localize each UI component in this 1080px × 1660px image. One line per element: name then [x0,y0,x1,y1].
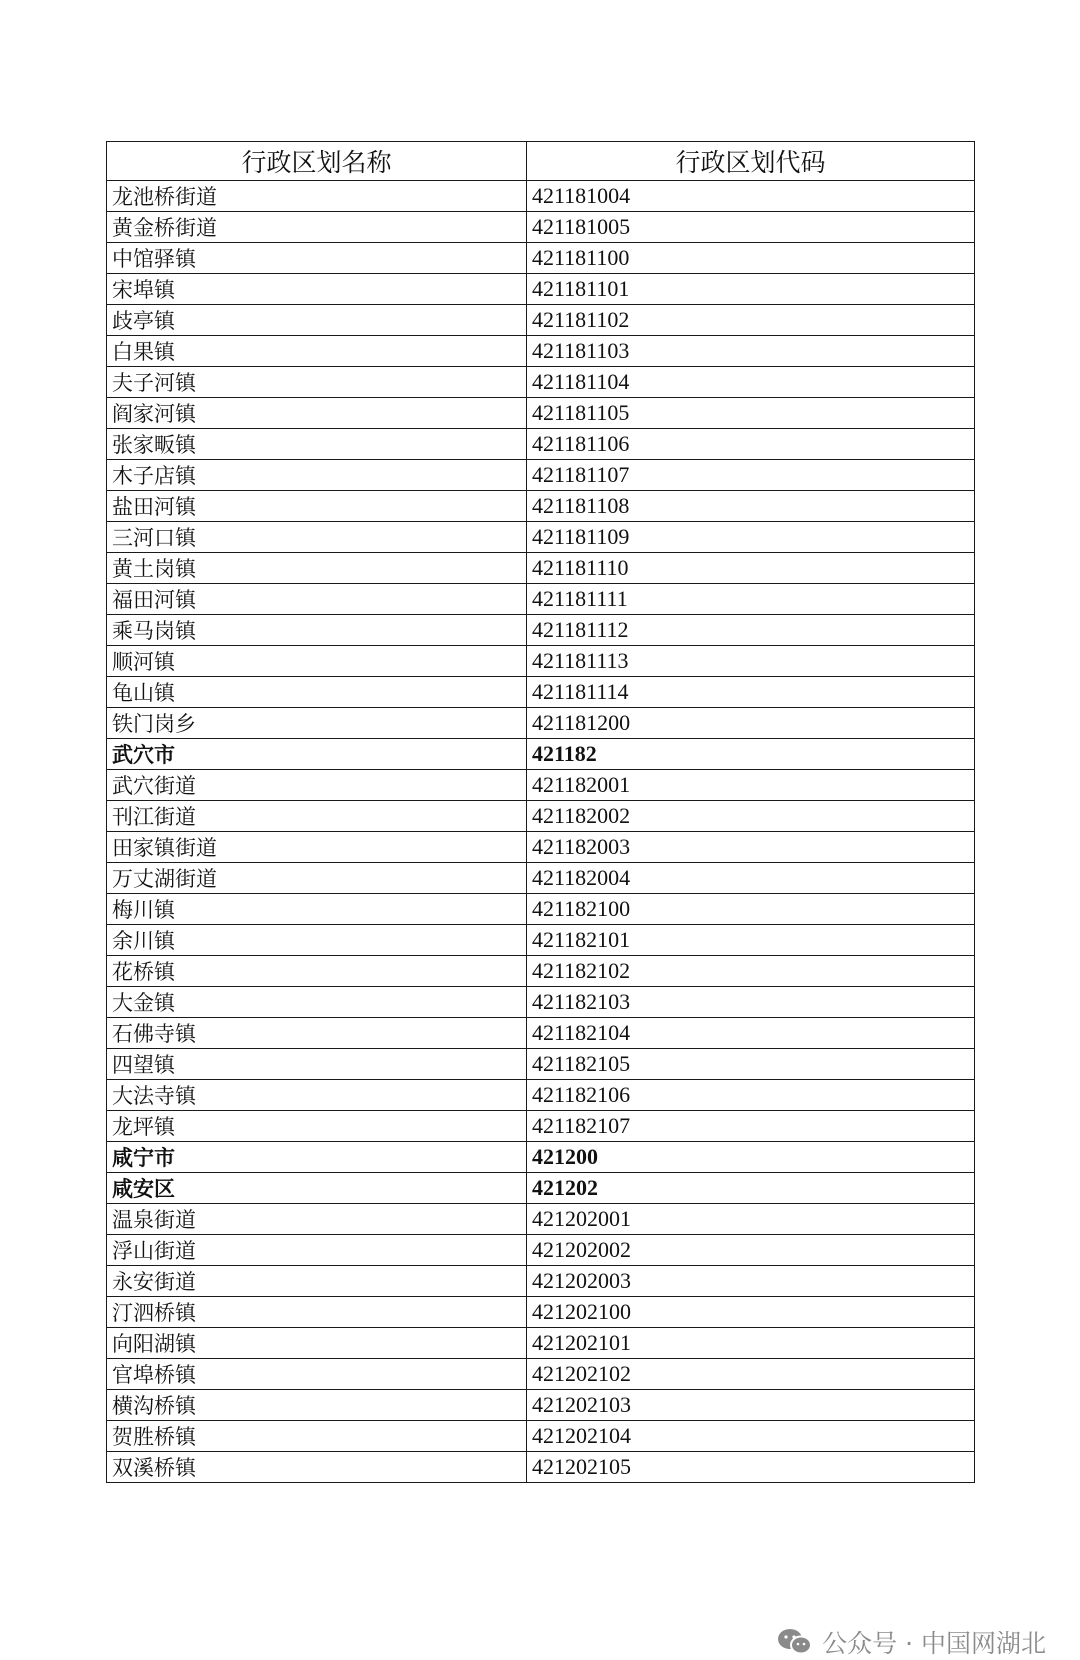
table-row [107,1080,975,1111]
header-division-code: 行政区划代码 [527,142,975,181]
division-name-cell: 宋埠镇 [107,274,527,305]
division-name-cell: 白果镇 [107,336,527,367]
table-row [107,1266,975,1297]
division-code-cell: 421202003 [527,1266,975,1297]
table-row [107,739,975,770]
division-name-cell: 花桥镇 [107,956,527,987]
division-code-cell: 421202100 [527,1297,975,1328]
division-name-cell: 龙坪镇 [107,1111,527,1142]
table-row [107,429,975,460]
division-name-cell: 温泉街道 [107,1204,527,1235]
table-row [107,1049,975,1080]
division-name-cell: 黄土岗镇 [107,553,527,584]
division-name-cell: 龙池桥街道 [107,181,527,212]
table-row [107,522,975,553]
division-code-cell: 421181004 [527,181,975,212]
division-code-cell: 421182102 [527,956,975,987]
table-row [107,832,975,863]
division-name-cell: 盐田河镇 [107,491,527,522]
division-code-cell: 421181111 [527,584,975,615]
division-code-cell: 421202105 [527,1452,975,1483]
division-name-cell: 木子店镇 [107,460,527,491]
division-code-cell: 421181108 [527,491,975,522]
division-code-cell: 421202001 [527,1204,975,1235]
division-code-cell: 421182107 [527,1111,975,1142]
division-code-cell: 421182105 [527,1049,975,1080]
division-code-cell: 421202102 [527,1359,975,1390]
table-row [107,894,975,925]
division-name-cell: 贺胜桥镇 [107,1421,527,1452]
division-code-cell: 421182104 [527,1018,975,1049]
table-body [107,181,975,1483]
wechat-icon [776,1627,814,1657]
division-code-cell: 421182101 [527,925,975,956]
division-name-cell: 歧亭镇 [107,305,527,336]
table-row [107,1421,975,1452]
table-row [107,956,975,987]
table-row [107,1235,975,1266]
division-name-cell: 刊江街道 [107,801,527,832]
division-code-cell: 421202002 [527,1235,975,1266]
division-name-cell: 浮山街道 [107,1235,527,1266]
table-row [107,243,975,274]
division-name-cell: 张家畈镇 [107,429,527,460]
admin-division-table-container [106,141,974,1483]
division-code-cell: 421181110 [527,553,975,584]
table-row [107,615,975,646]
table-row [107,1204,975,1235]
division-code-cell: 421182100 [527,894,975,925]
division-code-cell: 421202104 [527,1421,975,1452]
division-code-cell: 421181105 [527,398,975,429]
admin-division-table [106,141,975,1483]
division-code-cell: 421182103 [527,987,975,1018]
table-row [107,584,975,615]
division-code-cell: 421202 [527,1173,975,1204]
division-name-cell: 梅川镇 [107,894,527,925]
table-row [107,212,975,243]
division-name-cell: 石佛寺镇 [107,1018,527,1049]
table-row [107,925,975,956]
table-row [107,336,975,367]
table-row [107,1390,975,1421]
table-row [107,274,975,305]
table-row [107,1173,975,1204]
division-name-cell: 福田河镇 [107,584,527,615]
table-row [107,1297,975,1328]
division-name-cell: 向阳湖镇 [107,1328,527,1359]
division-code-cell: 421181103 [527,336,975,367]
table-row [107,1142,975,1173]
division-code-cell: 421182002 [527,801,975,832]
table-row [107,1018,975,1049]
division-name-cell: 永安街道 [107,1266,527,1297]
division-name-cell: 汀泗桥镇 [107,1297,527,1328]
division-name-cell: 大金镇 [107,987,527,1018]
division-name-cell: 四望镇 [107,1049,527,1080]
division-name-cell: 双溪桥镇 [107,1452,527,1483]
table-header-row [107,142,975,181]
division-code-cell: 421181114 [527,677,975,708]
table-row [107,1452,975,1483]
table-row [107,491,975,522]
division-name-cell: 三河口镇 [107,522,527,553]
division-name-cell: 黄金桥街道 [107,212,527,243]
table-row [107,646,975,677]
division-name-cell: 顺河镇 [107,646,527,677]
division-code-cell: 421182001 [527,770,975,801]
division-name-cell: 夫子河镇 [107,367,527,398]
division-code-cell: 421181005 [527,212,975,243]
division-code-cell: 421181112 [527,615,975,646]
table-row [107,987,975,1018]
division-code-cell: 421182003 [527,832,975,863]
division-name-cell: 咸宁市 [107,1142,527,1173]
table-row [107,553,975,584]
table-row [107,708,975,739]
division-code-cell: 421202103 [527,1390,975,1421]
division-name-cell: 横沟桥镇 [107,1390,527,1421]
division-name-cell: 余川镇 [107,925,527,956]
watermark-text: 公众号 · 中国网湖北 [822,1629,1046,1658]
table-row [107,398,975,429]
table-row [107,1111,975,1142]
table-row [107,801,975,832]
division-code-cell: 421181113 [527,646,975,677]
division-code-cell: 421182004 [527,863,975,894]
table-row [107,677,975,708]
division-code-cell: 421200 [527,1142,975,1173]
division-code-cell: 421202101 [527,1328,975,1359]
division-name-cell: 官埠桥镇 [107,1359,527,1390]
division-code-cell: 421181104 [527,367,975,398]
division-code-cell: 421181100 [527,243,975,274]
table-row [107,305,975,336]
division-name-cell: 武穴市 [107,739,527,770]
table-row [107,367,975,398]
header-division-name: 行政区划名称 [107,142,527,181]
division-name-cell: 龟山镇 [107,677,527,708]
division-name-cell: 乘马岗镇 [107,615,527,646]
division-name-cell: 田家镇街道 [107,832,527,863]
table-row [107,770,975,801]
division-name-cell: 中馆驿镇 [107,243,527,274]
table-row [107,460,975,491]
division-name-cell: 铁门岗乡 [107,708,527,739]
table-row [107,1359,975,1390]
division-code-cell: 421182106 [527,1080,975,1111]
division-code-cell: 421182 [527,739,975,770]
watermark [776,1624,1046,1660]
table-row [107,1328,975,1359]
division-name-cell: 武穴街道 [107,770,527,801]
division-name-cell: 万丈湖街道 [107,863,527,894]
division-code-cell: 421181106 [527,429,975,460]
division-code-cell: 421181102 [527,305,975,336]
division-name-cell: 阎家河镇 [107,398,527,429]
table-row [107,181,975,212]
division-code-cell: 421181107 [527,460,975,491]
division-code-cell: 421181200 [527,708,975,739]
division-code-cell: 421181109 [527,522,975,553]
table-row [107,863,975,894]
division-name-cell: 大法寺镇 [107,1080,527,1111]
division-code-cell: 421181101 [527,274,975,305]
division-name-cell: 咸安区 [107,1173,527,1204]
